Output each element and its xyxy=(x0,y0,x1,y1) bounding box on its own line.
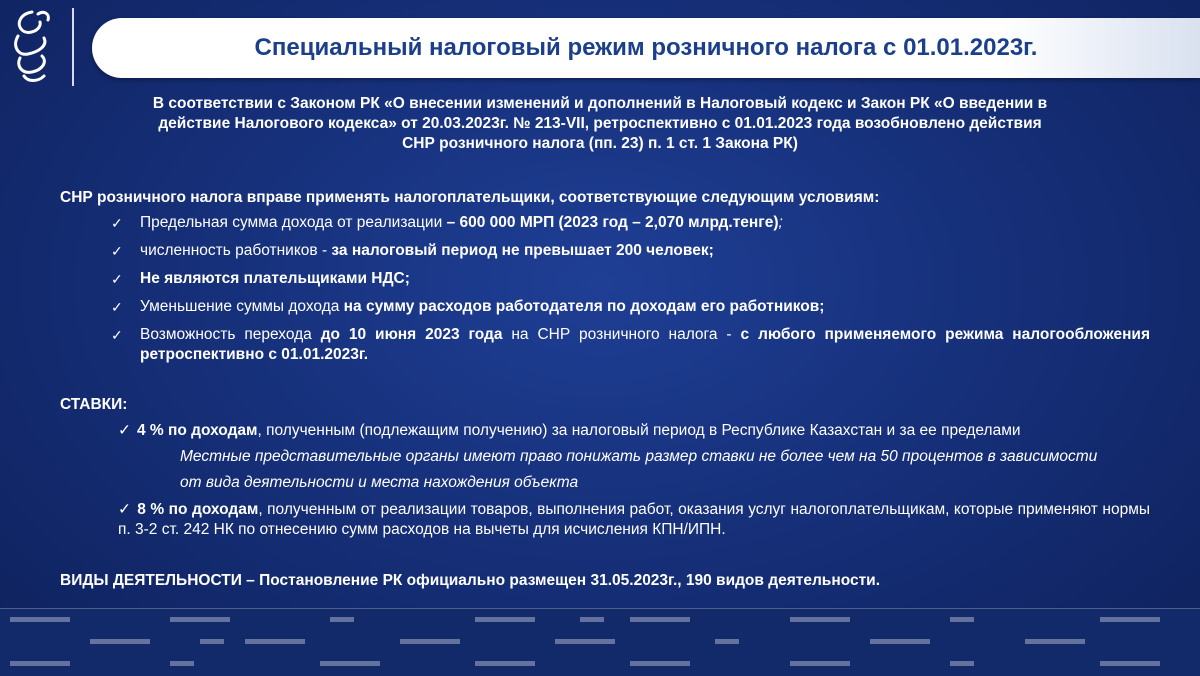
footer-watermark-logo xyxy=(170,661,194,666)
footer-watermark-logo xyxy=(790,661,850,666)
footer-watermark-logo xyxy=(630,617,690,622)
footer-watermark-logo xyxy=(870,639,930,644)
header-divider xyxy=(72,8,74,86)
check-icon: ✓ xyxy=(111,327,123,343)
rate-4-percent: ✓ 4 % по доходам, полученным (подлежащим получению) за налоговый период в Республике Казахстан и за ее пределами xyxy=(118,422,1021,439)
footer-watermark-logo xyxy=(555,639,615,644)
footer-watermark-logo xyxy=(320,661,380,666)
rates-heading: СТАВКИ: xyxy=(60,396,128,413)
footer-watermark-logo xyxy=(715,639,739,644)
list-item: ✓ Не являются плательщиками НДС; xyxy=(111,270,410,287)
rate-note-line-1: Местные представительные органы имеют право понижать размер ставки не более чем на 50 процентов в зависимости xyxy=(180,448,1098,465)
footer-watermark-logo xyxy=(475,661,535,666)
intro-paragraph xyxy=(60,94,1140,154)
list-item: ✓ Предельная сумма дохода от реализации – 600 000 МРП (2023 год – 2,070 млрд.тенге); xyxy=(111,214,783,231)
footer-watermark-logo xyxy=(580,617,604,622)
list-item: ✓ численность работников - за налоговый период не превышает 200 человек; xyxy=(111,242,714,259)
footer-watermark-logo xyxy=(1100,661,1160,666)
intro-line-1: В соответствии с Законом РК «О внесении изменений и дополнений в Налоговый кодекс и Закон РК «О введении в xyxy=(152,95,1048,112)
conditions-heading: СНР розничного налога вправе применять налогоплательщики, соответствующие следующим условиям: xyxy=(60,189,880,206)
rate-note-line-2: от вида деятельности и места нахождения объекта xyxy=(180,474,579,491)
check-icon: ✓ xyxy=(118,422,131,439)
snow-leopard-logo-icon xyxy=(8,6,56,86)
footer-watermark-logo xyxy=(950,617,974,622)
footer-watermark-logo xyxy=(170,617,230,622)
footer-watermark-logo xyxy=(475,617,535,622)
footer-watermark-logo xyxy=(245,639,305,644)
footer-watermark-logo xyxy=(10,661,70,666)
footer-watermark-logo xyxy=(400,639,460,644)
check-icon: ✓ xyxy=(111,299,123,315)
activities-line: ВИДЫ ДЕЯТЕЛЬНОСТИ – Постановление РК официально размещен 31.05.2023г., 190 видов деятельности. xyxy=(60,572,881,589)
footer-watermark-logo xyxy=(10,617,70,622)
check-icon: ✓ xyxy=(111,243,123,259)
conditions-list xyxy=(60,213,1150,373)
footer-watermark-logo xyxy=(90,639,150,644)
footer-watermark-logo xyxy=(790,617,850,622)
list-item: ✓ Уменьшение суммы дохода на сумму расходов работодателя по доходам его работников; xyxy=(111,298,825,315)
check-icon: ✓ xyxy=(111,215,123,231)
footer-watermark-logo xyxy=(1025,639,1085,644)
title-bar xyxy=(92,18,1200,78)
footer-watermark-logo xyxy=(1100,617,1160,622)
intro-line-2: действие Налогового кодекса» от 20.03.2023г. № 213-VII, ретроспективно с 01.01.2023 года возобновлено действия xyxy=(158,115,1042,132)
footer-watermark-logo xyxy=(950,661,974,666)
list-item: ✓ Возможность перехода до 10 июня 2023 года на СНР розничного налога - с любого применяемого режима налогообложения ретроспективно с 01.01.2023г. xyxy=(111,326,1151,363)
footer-watermark-logo xyxy=(630,661,690,666)
rate-8-percent: ✓ 8 % по доходам, полученным от реализации товаров, выполнения работ, оказания услуг налогоплательщикам, которые применяют нормы п. 3-2 ст. 242 НК по отнесению сумм расходов на вычеты для исчисления КПН/ИПН. xyxy=(118,501,1150,538)
page-title: Специальный налоговый режим розничного налога с 01.01.2023г. xyxy=(254,34,1038,61)
footer-watermark-logo xyxy=(330,617,354,622)
footer-watermark-strip xyxy=(0,608,1200,676)
intro-line-3: СНР розничного налога (пп. 23) п. 1 ст. 1 Закона РК) xyxy=(402,135,798,152)
footer-watermark-logo xyxy=(200,639,224,644)
check-icon: ✓ xyxy=(111,271,123,287)
check-icon: ✓ xyxy=(118,501,132,518)
